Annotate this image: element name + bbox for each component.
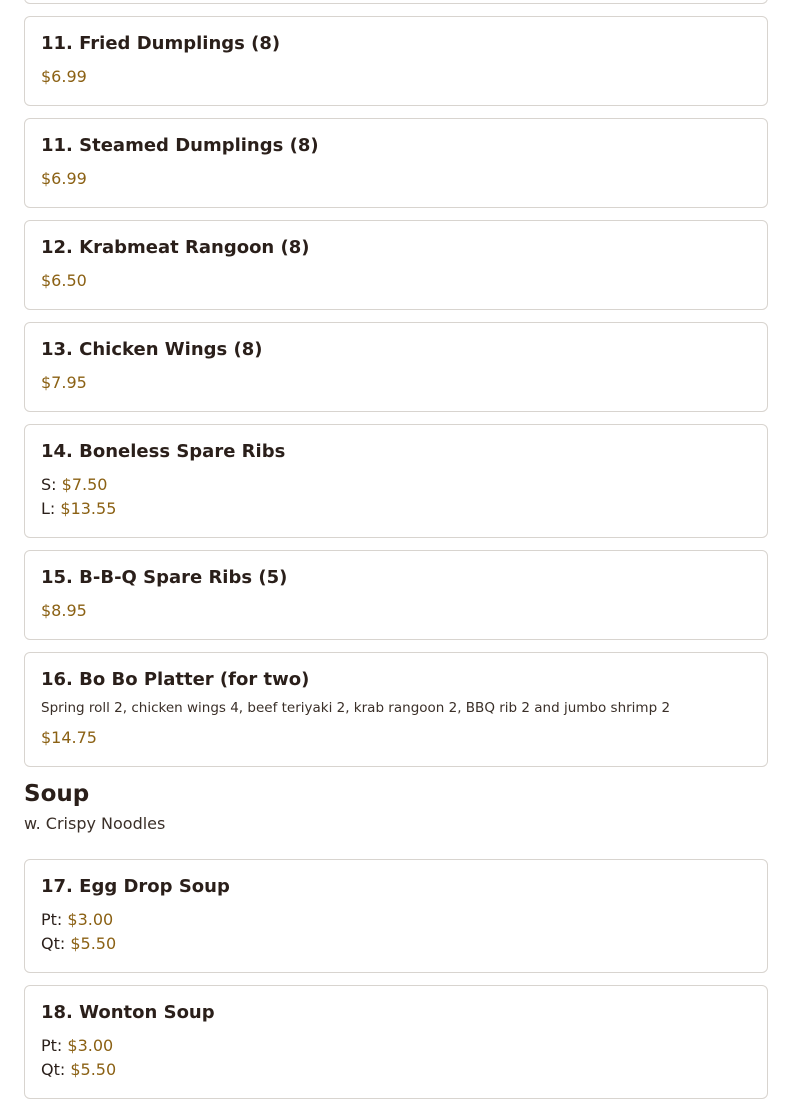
menu-item-card[interactable]: [24, 16, 768, 106]
menu-item-card[interactable]: [24, 220, 768, 310]
price-value: $6.99: [41, 169, 87, 188]
price-line-pint: [41, 1034, 751, 1058]
menu-item-card-partial[interactable]: [24, 0, 768, 4]
menu-item-name: 15. B-B-Q Spare Ribs (5): [41, 567, 288, 588]
price-value: $5.50: [70, 1060, 117, 1079]
price-line: [41, 167, 751, 191]
price-value: $6.99: [41, 67, 87, 86]
price-value: $14.75: [41, 728, 97, 747]
menu-item-name: 14. Boneless Spare Ribs: [41, 441, 286, 462]
price-line-quart: [41, 932, 751, 956]
price-line: [41, 726, 751, 750]
price-label: Pt:: [41, 1036, 68, 1055]
price-label: L:: [41, 499, 61, 518]
price-value: $3.00: [67, 1036, 114, 1055]
price-value: $13.55: [60, 499, 117, 518]
menu-item-card[interactable]: [24, 652, 768, 767]
price-value: $7.95: [41, 373, 87, 392]
price-line: [41, 65, 751, 89]
menu-item-card[interactable]: [24, 550, 768, 640]
price-value: $7.50: [61, 475, 108, 494]
price-value: $3.00: [67, 910, 114, 929]
price-line: [41, 371, 751, 395]
menu-item-card[interactable]: [24, 859, 768, 973]
price-line-small: [41, 473, 751, 497]
price-label: Pt:: [41, 910, 68, 929]
menu-item-name: 12. Krabmeat Rangoon (8): [41, 237, 310, 258]
menu-item-name: 18. Wonton Soup: [41, 1002, 215, 1023]
menu-item-name: 11. Fried Dumplings (8): [41, 33, 281, 54]
price-label: Qt:: [41, 1060, 71, 1079]
price-value: $8.95: [41, 601, 87, 620]
menu-item-card[interactable]: [24, 322, 768, 412]
price-line-pint: [41, 908, 751, 932]
menu-item-card[interactable]: [24, 985, 768, 1099]
price-line-large: [41, 497, 751, 521]
menu-item-card[interactable]: [24, 424, 768, 538]
section-subtitle: w. Crispy Noodles: [24, 814, 166, 833]
menu-item-name: 17. Egg Drop Soup: [41, 876, 230, 897]
menu-item-name: 11. Steamed Dumplings (8): [41, 135, 319, 156]
menu-list: [24, 0, 768, 1111]
menu-item-description: Spring roll 2, chicken wings 4, beef teriyaki 2, krab rangoon 2, BBQ rib 2 and jumbo shrimp 2: [41, 700, 671, 716]
price-label: S:: [41, 475, 62, 494]
price-value: $5.50: [70, 934, 117, 953]
price-line: [41, 269, 751, 293]
menu-item-name: 16. Bo Bo Platter (for two): [41, 669, 310, 690]
price-value: $6.50: [41, 271, 87, 290]
price-line: [41, 599, 751, 623]
menu-item-card[interactable]: [24, 118, 768, 208]
price-line-quart: [41, 1058, 751, 1082]
menu-item-name: 13. Chicken Wings (8): [41, 339, 263, 360]
price-label: Qt:: [41, 934, 71, 953]
section-title: Soup: [24, 781, 90, 807]
